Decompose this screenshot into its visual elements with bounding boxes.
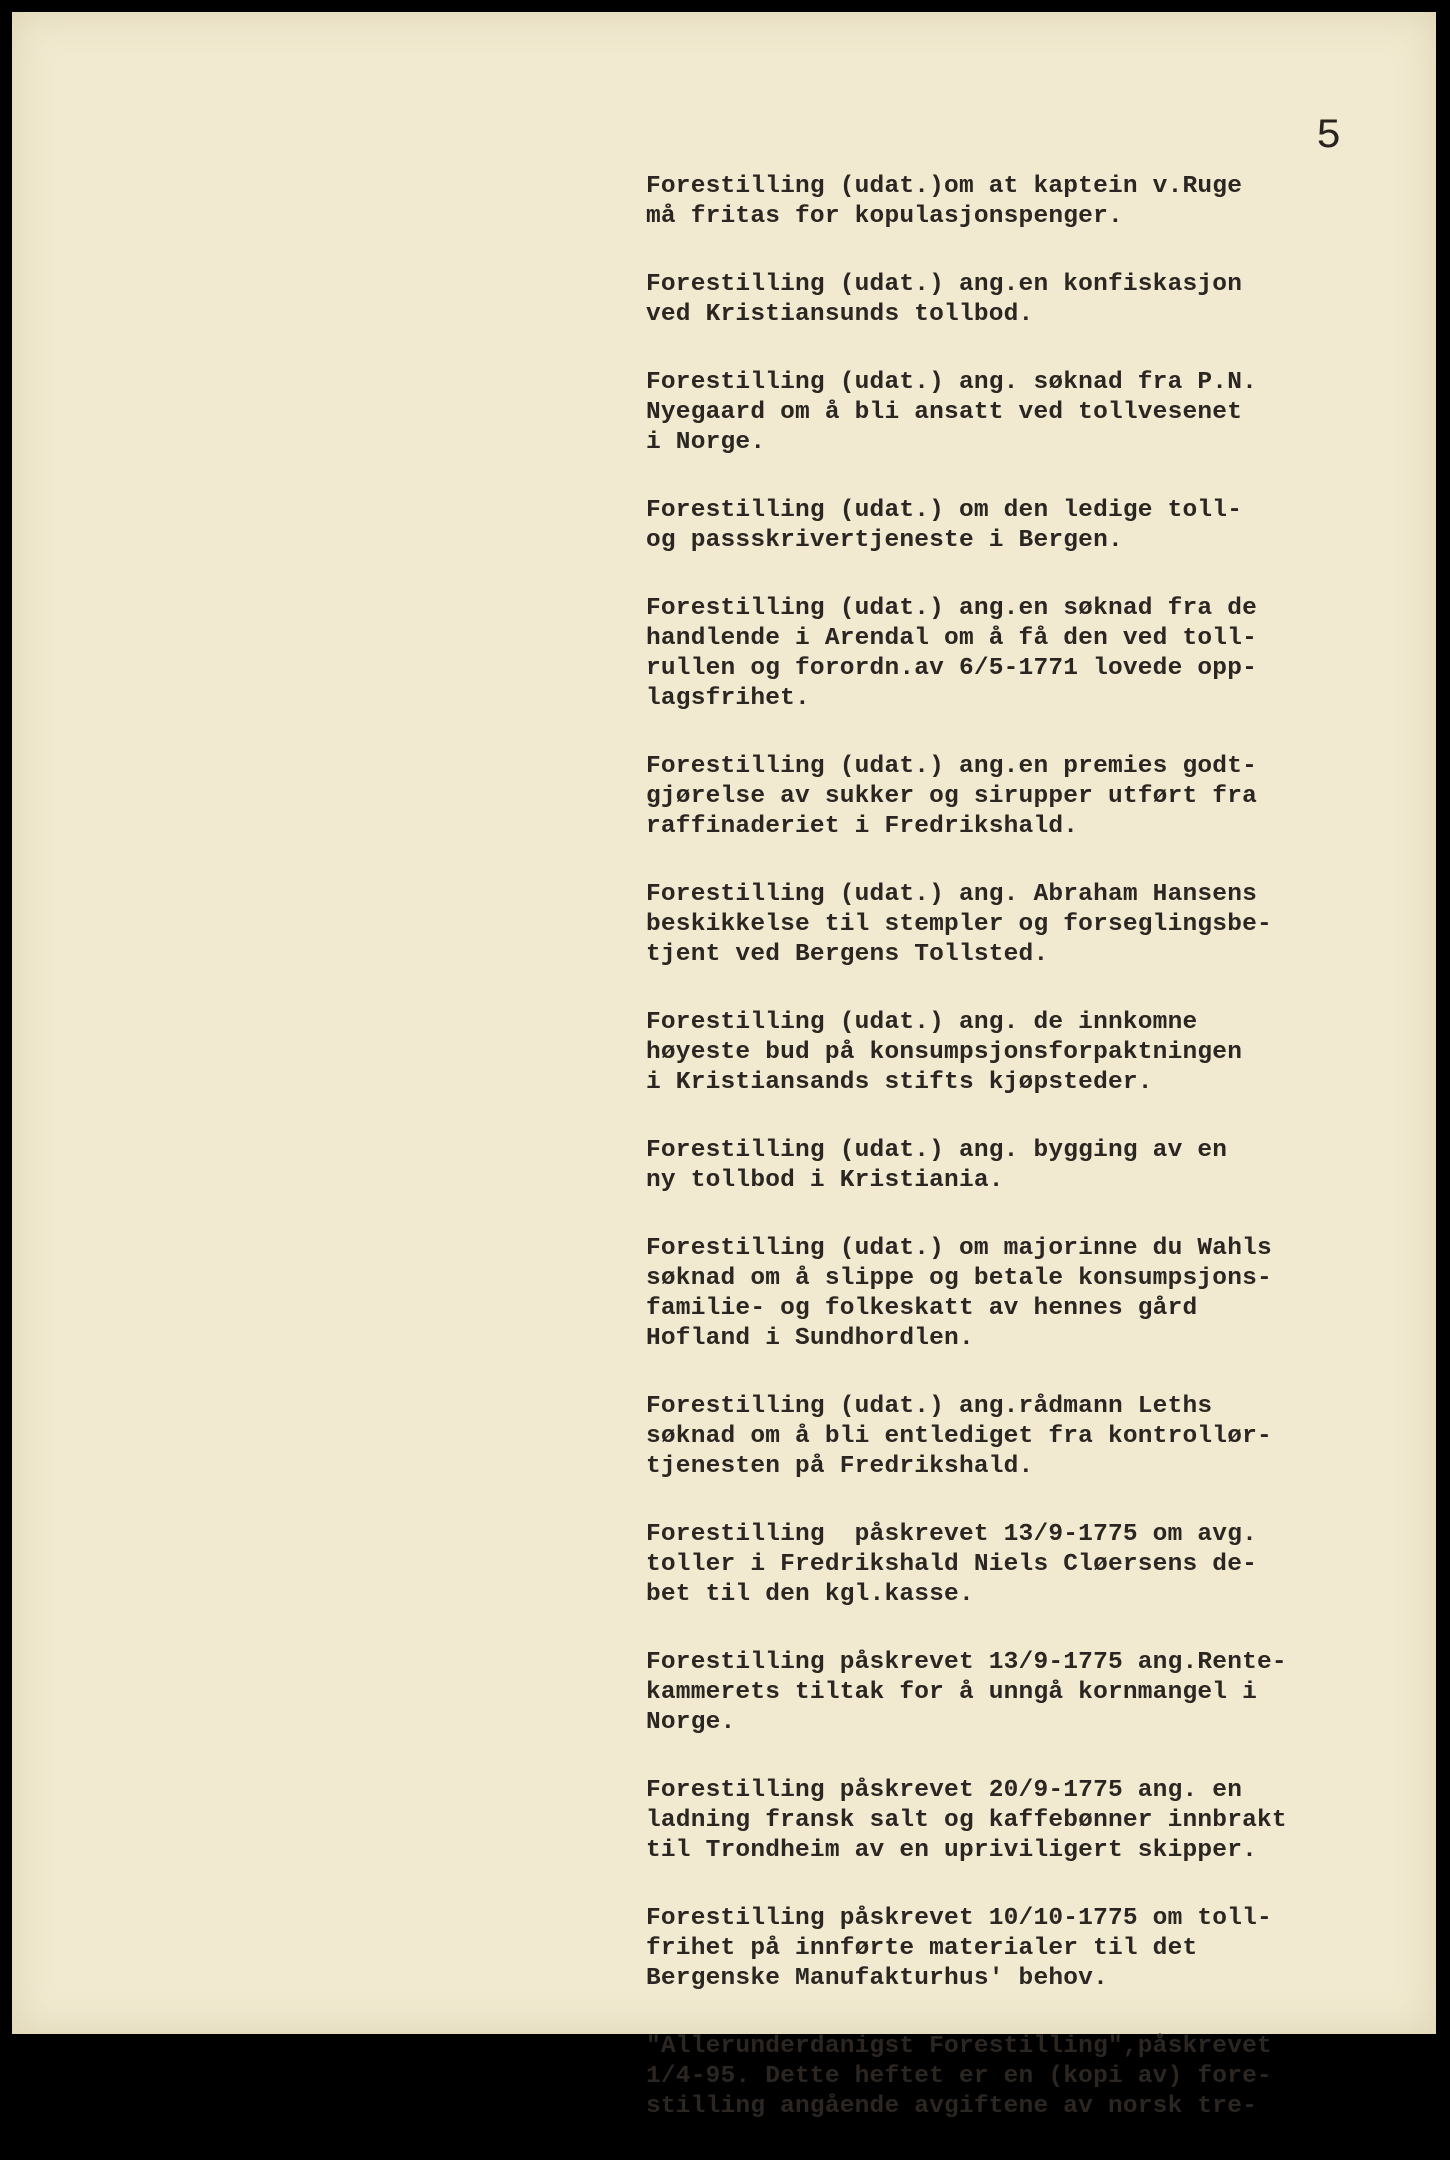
entry-line: i Kristiansands stifts kjøpsteder. <box>646 1069 1153 1096</box>
entry-line: Hofland i Sundhordlen. <box>646 1325 974 1352</box>
entry-line: Forestilling (udat.)om at kaptein v.Ruge <box>646 173 1243 200</box>
entry-line: lagsfrihet. <box>646 685 810 712</box>
entry-line: Forestilling påskrevet 13/9-1775 om avg. <box>646 1521 1257 1548</box>
entry <box>646 270 1386 330</box>
entry-line: Forestilling (udat.) om majorinne du Wahls <box>646 1235 1272 1262</box>
entry-line: stilling angående avgiftene av norsk tre- <box>646 2093 1257 2120</box>
entry-line: til Trondheim av en upriviligert skipper. <box>646 1837 1257 1864</box>
entry-line: søknad om å bli entlediget fra kontrollør- <box>646 1423 1272 1450</box>
entry-line: høyeste bud på konsumpsjonsforpaktningen <box>646 1039 1243 1066</box>
entry-line: Norge. <box>646 1709 736 1736</box>
entry-line: bet til den kgl.kasse. <box>646 1581 974 1608</box>
entry <box>646 752 1386 842</box>
entry-line: Forestilling påskrevet 13/9-1775 ang.Rente- <box>646 1649 1287 1676</box>
entry <box>646 1648 1386 1738</box>
entry-line: Forestilling påskrevet 10/10-1775 om toll- <box>646 1905 1272 1932</box>
entry-line: Forestilling (udat.) ang. bygging av en <box>646 1137 1228 1164</box>
entry-line: Forestilling (udat.) ang.en søknad fra de <box>646 595 1257 622</box>
entry <box>646 2032 1386 2122</box>
entry <box>646 880 1386 970</box>
entry <box>646 172 1386 232</box>
entry <box>646 1008 1386 1098</box>
entry-line: handlende i Arendal om å få den ved toll- <box>646 625 1257 652</box>
page-number: 5 <box>1316 112 1342 160</box>
entry-line: frihet på innførte materialer til det <box>646 1935 1198 1962</box>
entry <box>646 496 1386 556</box>
entry-line: Forestilling (udat.) om den ledige toll- <box>646 497 1243 524</box>
entry-line: må fritas for kopulasjonspenger. <box>646 203 1123 230</box>
entry-line: ladning fransk salt og kaffebønner innbrakt <box>646 1807 1287 1834</box>
entry-line: 1/4-95. Dette heftet er en (kopi av) fore- <box>646 2063 1272 2090</box>
entry-line: Forestilling (udat.) ang.en premies godt- <box>646 753 1257 780</box>
entry-line: raffinaderiet i Fredrikshald. <box>646 813 1079 840</box>
entry-list <box>646 172 1386 2160</box>
entry-line: Forestilling (udat.) ang. Abraham Hansens <box>646 881 1257 908</box>
entry-line: Forestilling (udat.) ang.en konfiskasjon <box>646 271 1243 298</box>
entry-line: toller i Fredrikshald Niels Cløersens de- <box>646 1551 1257 1578</box>
entry-line: gjørelse av sukker og sirupper utført fra <box>646 783 1257 810</box>
entry-line: ved Kristiansunds tollbod. <box>646 301 1034 328</box>
entry-line: rullen og forordn.av 6/5-1771 lovede opp- <box>646 655 1257 682</box>
entry-line: og passskrivertjeneste i Bergen. <box>646 527 1123 554</box>
entry <box>646 1776 1386 1866</box>
entry-line: Forestilling (udat.) ang. de innkomne <box>646 1009 1198 1036</box>
entry-line: tjenesten på Fredrikshald. <box>646 1453 1034 1480</box>
entry-line: "Allerunderdanigst Forestilling",påskrevet <box>646 2033 1272 2060</box>
entry <box>646 1904 1386 1994</box>
entry-line: Nyegaard om å bli ansatt ved tollvesenet <box>646 399 1243 426</box>
entry <box>646 594 1386 714</box>
entry-line: familie- og folkeskatt av hennes gård <box>646 1295 1198 1322</box>
entry-line: Forestilling (udat.) ang. søknad fra P.N. <box>646 369 1257 396</box>
entry <box>646 1392 1386 1482</box>
entry-line: i Norge. <box>646 429 766 456</box>
entry-line: kammerets tiltak for å unngå kornmangel i <box>646 1679 1257 1706</box>
entry-line: Forestilling påskrevet 20/9-1775 ang. en <box>646 1777 1243 1804</box>
entry <box>646 1136 1386 1196</box>
entry <box>646 1234 1386 1354</box>
entry-line: tjent ved Bergens Tollsted. <box>646 941 1049 968</box>
entry-line: søknad om å slippe og betale konsumpsjons- <box>646 1265 1272 1292</box>
entry-line: Forestilling (udat.) ang.rådmann Leths <box>646 1393 1213 1420</box>
entry-line: ny tollbod i Kristiania. <box>646 1167 1004 1194</box>
entry <box>646 368 1386 458</box>
entry-line: Bergenske Manufakturhus' behov. <box>646 1965 1108 1992</box>
entry <box>646 1520 1386 1610</box>
entry-line: beskikkelse til stempler og forseglingsbe- <box>646 911 1272 938</box>
